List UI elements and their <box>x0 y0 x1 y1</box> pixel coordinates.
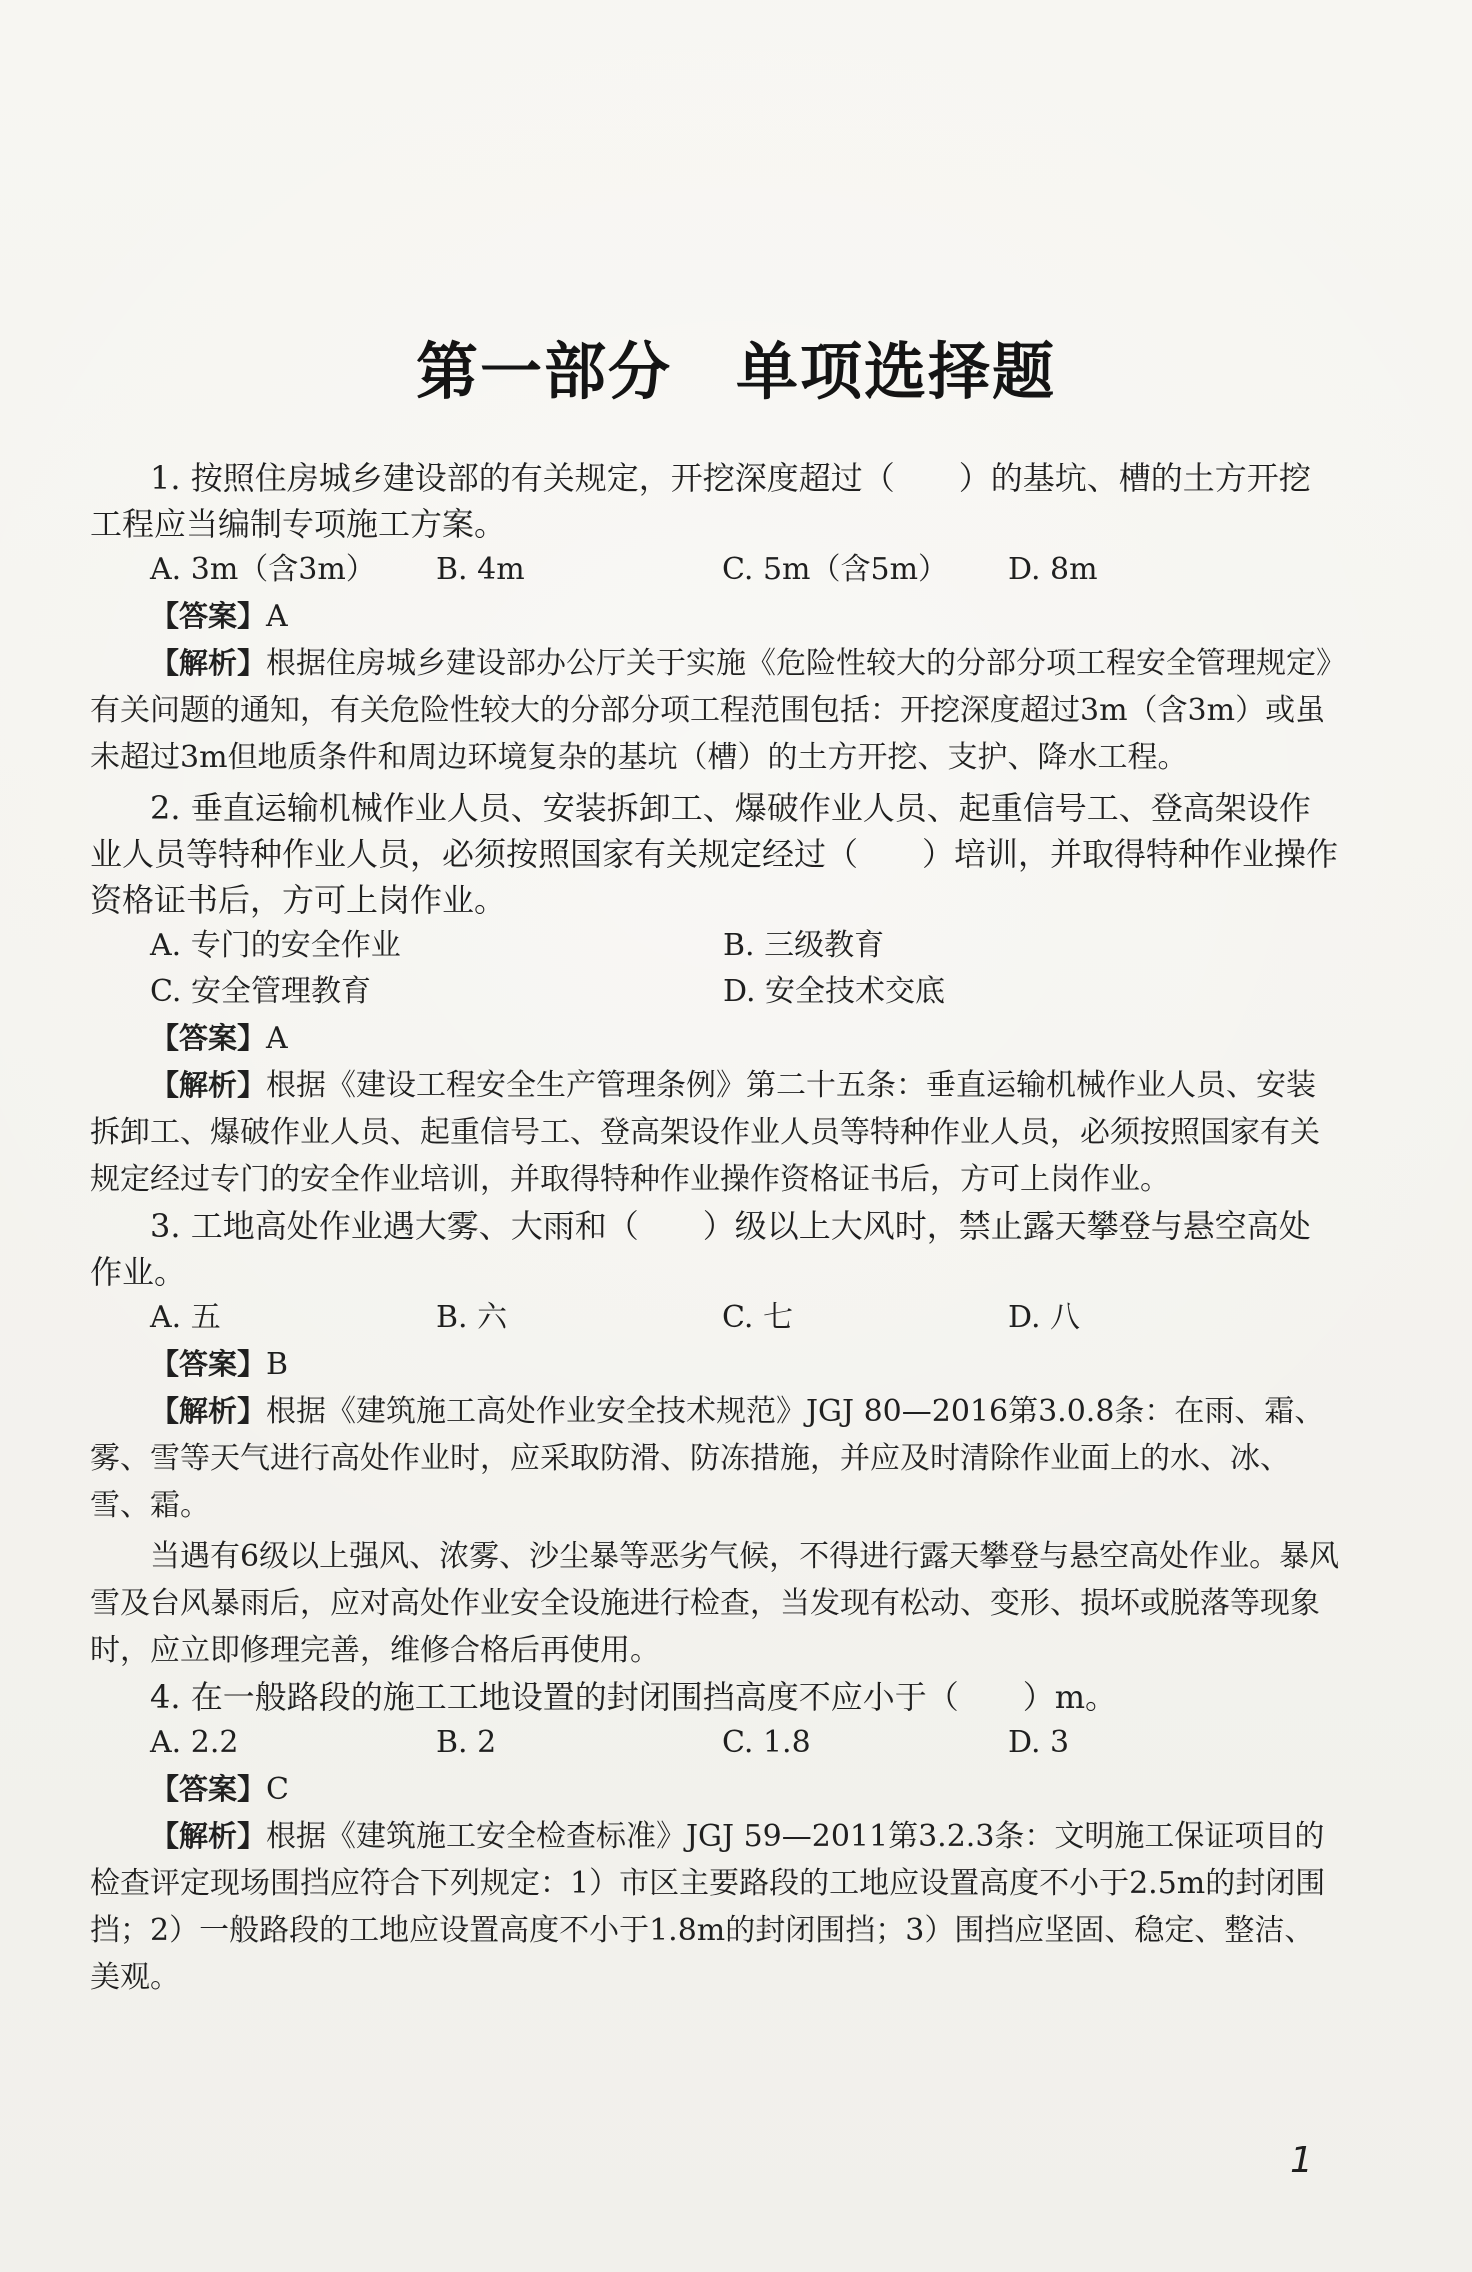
question-2-stem: 2. 垂直运输机械作业人员、安装拆卸工、爆破作业人员、起重信号工、登高架设作业人员等特种作业人员，必须按照国家有关规定经过（ ）培训，并取得特种作业操作资格证书后，方可上岗作业。 <box>90 789 1339 919</box>
question-1-analysis <box>90 640 1342 781</box>
section-title: 第一部分 单项选择题 <box>415 335 1056 408</box>
analysis-text: 根据《建设工程安全生产管理条例》第二十五条：垂直运输机械作业人员、安装拆卸工、爆破作业人员、起重信号工、登高架设作业人员等特种作业人员，必须按照国家有关规定经过专门的安全作业培训，并取得特种作业操作资格证书后，方可上岗作业。 <box>90 1068 1320 1197</box>
question-3-analysis-extra: 当遇有6级以上强风、浓雾、沙尘暴等恶劣气候，不得进行露天攀登与悬空高处作业。暴风雪及台风暴雨后，应对高处作业安全设施进行检查，当发现有松动、变形、损坏或脱落等现象时，应立即修理完善，维修合格后再使用。 <box>90 1539 1340 1668</box>
question-1-options <box>90 547 1342 593</box>
question-4-option-b: B. 2 <box>436 1725 497 1760</box>
question-4-answer <box>90 1766 1342 1813</box>
answer-value: A <box>266 1021 288 1056</box>
analysis-tag: 【解析】 <box>150 1068 267 1102</box>
question-1-option-a: A. 3m（含3m） <box>150 552 376 587</box>
answer-tag: 【答案】 <box>150 1021 267 1055</box>
question-3-option-a: A. 五 <box>150 1300 221 1335</box>
answer-tag: 【答案】 <box>150 599 267 633</box>
analysis-text: 根据《建筑施工安全检查标准》JGJ 59—2011第3.2.3条：文明施工保证项目的检查评定现场围挡应符合下列规定：1）市区主要路段的工地应设置高度不小于2.5m的封闭围挡；2）一般路段的工地应设置高度不小于1.8m的封闭围挡；3）围挡应坚固、稳定、整洁、美观。 <box>90 1819 1326 1995</box>
question-2-option-a: A. 专门的安全作业 <box>150 928 401 963</box>
question-3-option-b: B. 六 <box>436 1300 508 1335</box>
question-1-option-d: D. 8m <box>1008 552 1098 587</box>
question-2-options-row-1 <box>90 923 1342 969</box>
question-4-option-a: A. 2.2 <box>150 1725 239 1760</box>
question-4-analysis <box>90 1813 1342 2001</box>
analysis-tag: 【解析】 <box>150 646 267 680</box>
question-3-option-c: C. 七 <box>722 1300 793 1335</box>
question-1-option-b: B. 4m <box>436 552 525 587</box>
question-3-stem: 3. 工地高处作业遇大雾、大雨和（ ）级以上大风时，禁止露天攀登与悬空高处作业。 <box>90 1207 1311 1291</box>
analysis-tag: 【解析】 <box>150 1819 267 1853</box>
question-4-stem: 4. 在一般路段的施工工地设置的封闭围挡高度不应小于（ ）m。 <box>150 1678 1118 1716</box>
question-2-option-d: D. 安全技术交底 <box>723 974 946 1009</box>
page-number: 1 <box>1290 2140 1313 2181</box>
question-2-answer <box>90 1015 1342 1062</box>
question-4-options <box>90 1720 1342 1766</box>
answer-value: C <box>266 1772 289 1807</box>
analysis-text: 根据住房城乡建设部办公厅关于实施《危险性较大的分部分项工程安全管理规定》有关问题的通知，有关危险性较大的分部分项工程范围包括：开挖深度超过3m（含3m）或虽未超过3m但地质条件和周边环境复杂的基坑（槽）的土方开挖、支护、降水工程。 <box>90 646 1332 775</box>
question-content <box>90 455 1342 2001</box>
answer-value: B <box>266 1347 289 1382</box>
question-2-option-b: B. 三级教育 <box>723 928 885 963</box>
question-4-option-d: D. 3 <box>1008 1725 1070 1760</box>
question-2-analysis <box>90 1062 1342 1203</box>
question-4-option-c: C. 1.8 <box>722 1725 811 1760</box>
analysis-text: 根据《建筑施工高处作业安全技术规范》JGJ 80—2016第3.0.8条：在雨、霜、雾、雪等天气进行高处作业时，应采取防滑、防冻措施，并应及时清除作业面上的水、冰、雪、霜。 <box>90 1394 1325 1523</box>
analysis-tag: 【解析】 <box>150 1394 267 1428</box>
question-1-answer <box>90 593 1342 640</box>
answer-value: A <box>266 599 288 634</box>
question-1-stem: 1. 按照住房城乡建设部的有关规定，开挖深度超过（ ）的基坑、槽的土方开挖工程应当编制专项施工方案。 <box>90 459 1311 543</box>
question-3-analysis <box>90 1388 1342 1529</box>
question-3-options <box>90 1295 1342 1341</box>
answer-tag: 【答案】 <box>150 1347 267 1381</box>
answer-tag: 【答案】 <box>150 1772 267 1806</box>
question-1-option-c: C. 5m（含5m） <box>722 552 949 587</box>
question-2-option-c: C. 安全管理教育 <box>150 974 371 1009</box>
question-3-option-d: D. 八 <box>1008 1300 1081 1335</box>
question-3-answer <box>90 1341 1342 1388</box>
question-2-options-row-2 <box>90 969 1342 1015</box>
